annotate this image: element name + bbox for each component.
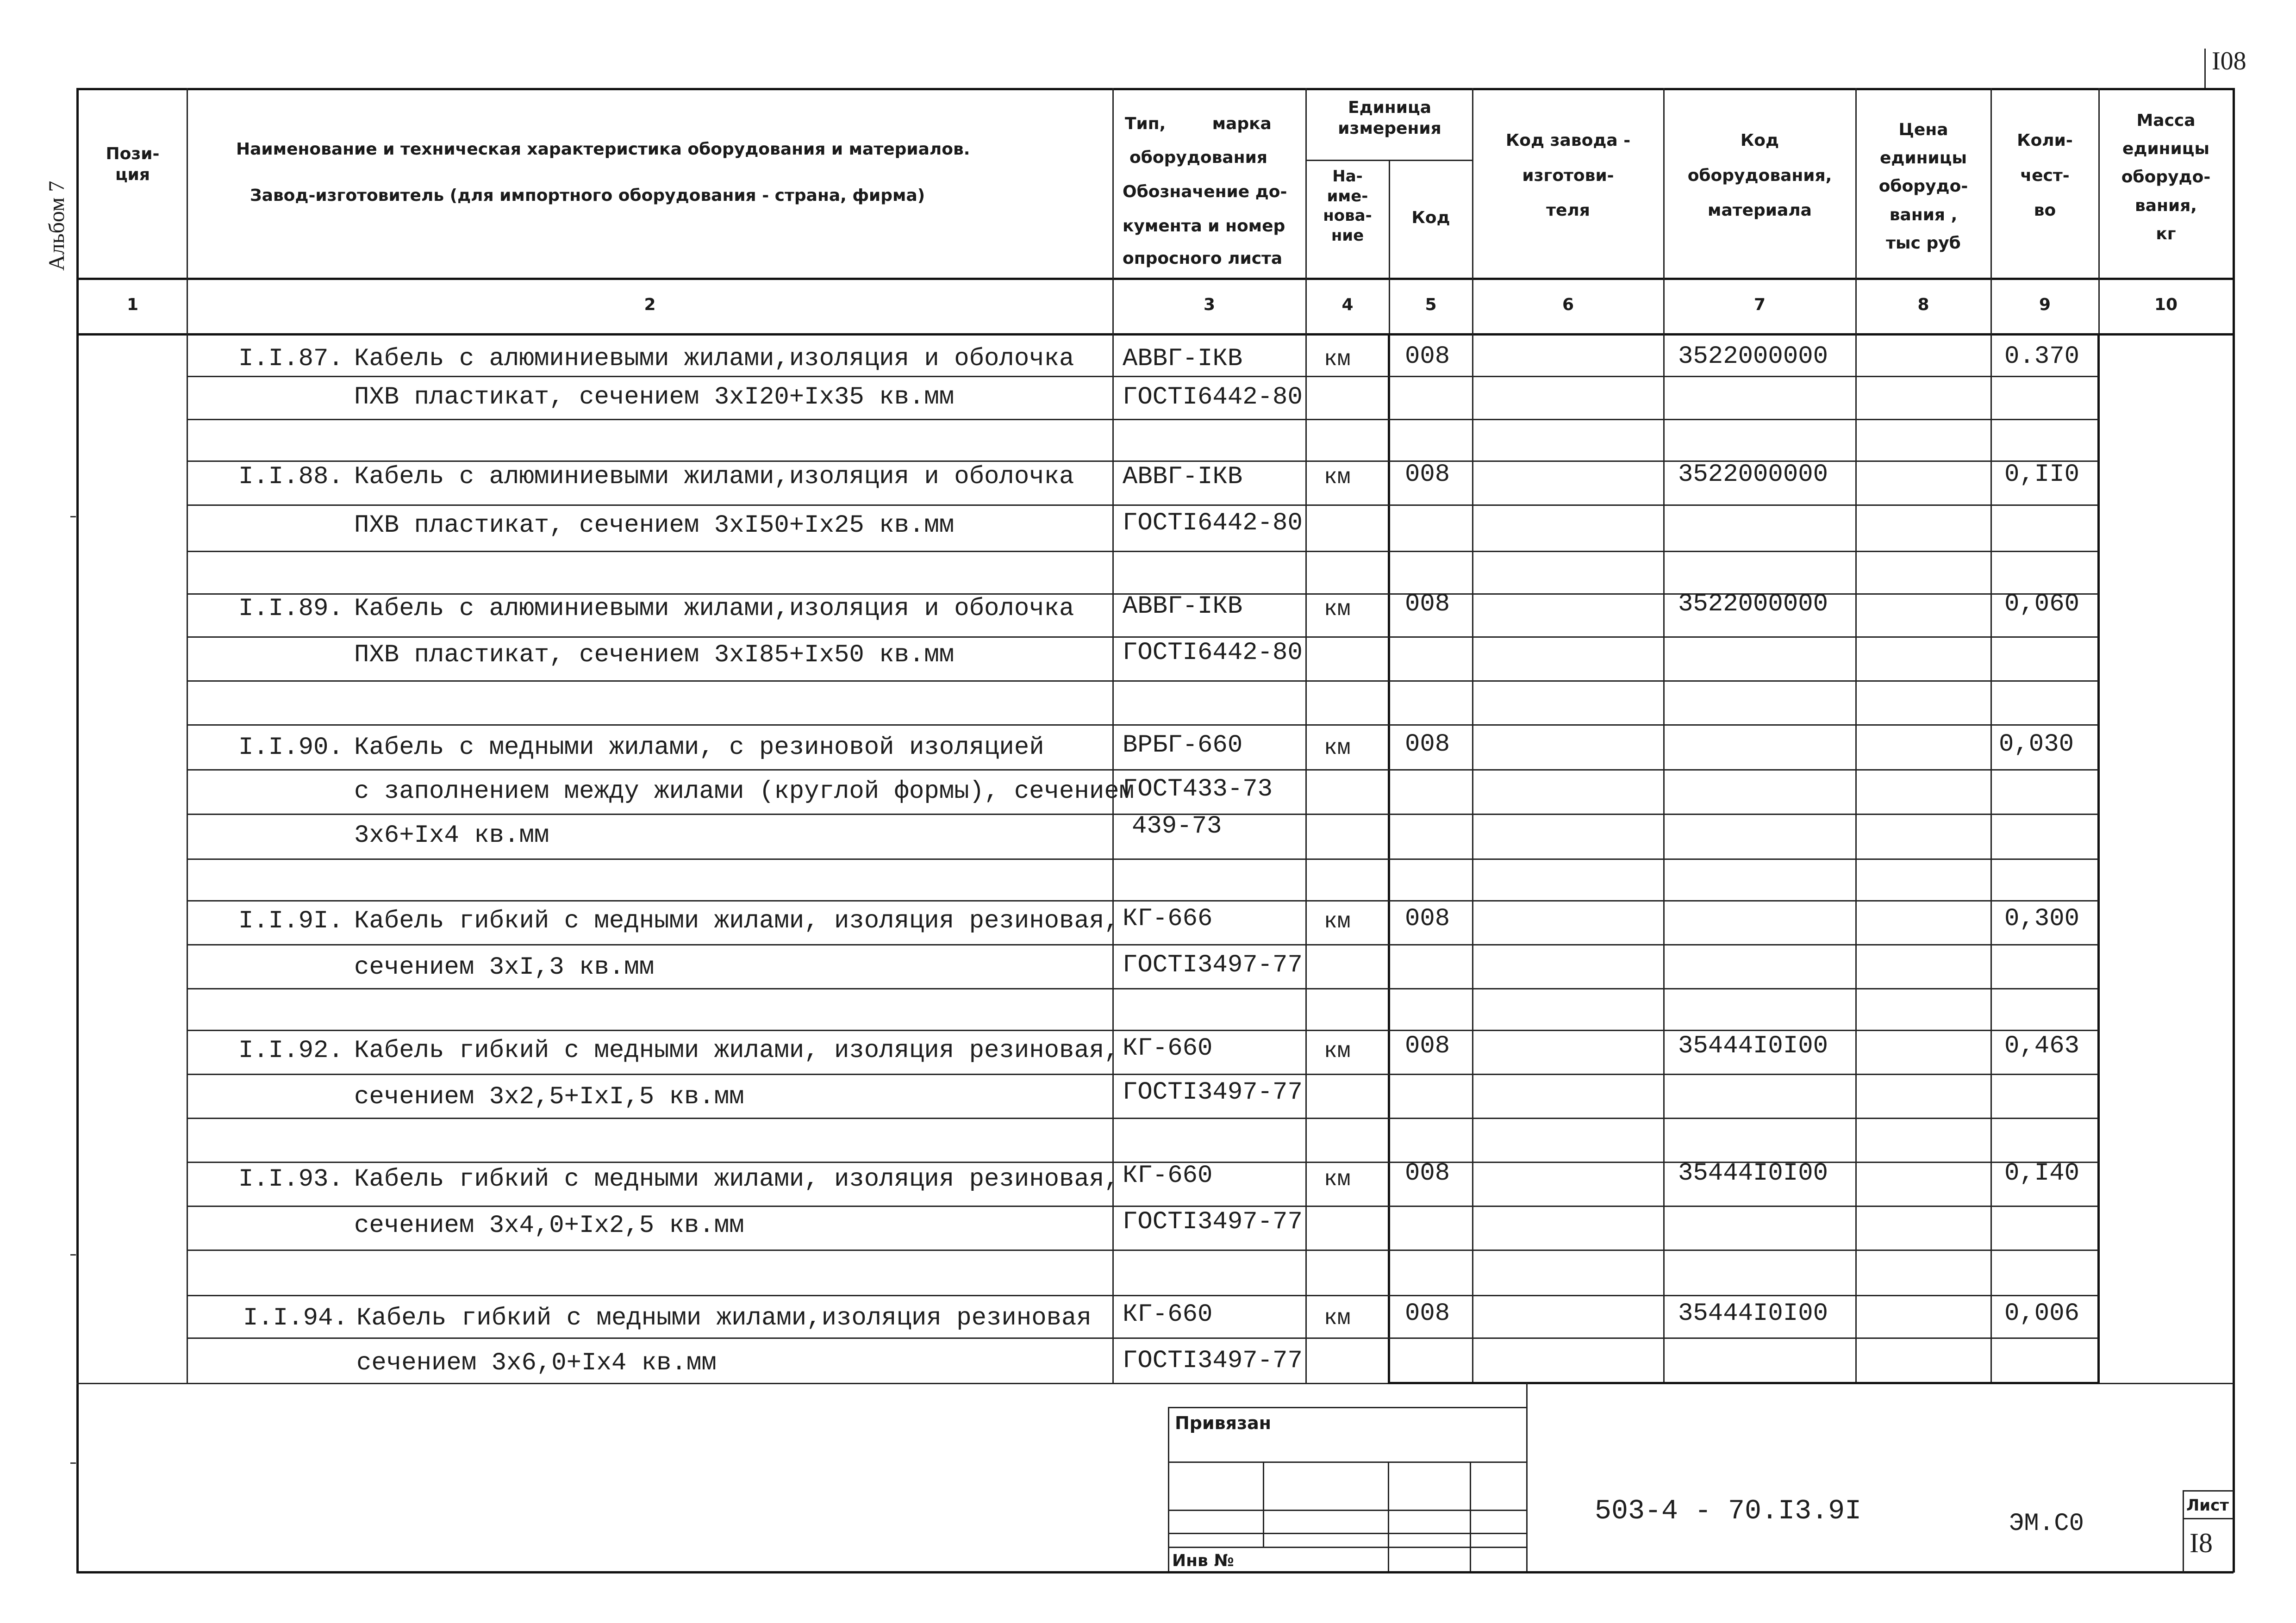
stamp-privyazan: Привязан [1175,1413,1272,1433]
item-unit: км [1324,347,1351,372]
page-number-mark [2204,49,2206,88]
col-number: 8 [1917,295,1929,314]
item-quantity: 0,300 [2004,905,2080,933]
col-header-type-line2: оборудования [1129,148,1267,167]
col-header-type-line1: Тип, марка [1125,114,1272,133]
margin-tick [70,516,76,517]
item-description: с заполнением между жилами (круглой формы), сечением [354,777,1135,806]
item-description: сечением 3х6,0+Iх4 кв.мм [356,1349,717,1377]
item-unit-code: 008 [1405,730,1450,759]
page-number: I08 [2212,47,2246,75]
item-type: АВВГ-IКВ [1123,592,1243,621]
col-number: 4 [1341,295,1354,314]
item-standard: ГОСТI3497-77 [1123,951,1303,979]
item-description: Кабель гибкий с медными жилами, изоляция резиновая, [354,1165,1119,1194]
item-position: I.I.94. [243,1304,348,1332]
col-number: 9 [2039,295,2051,314]
item-position: I.I.9I. [238,907,343,935]
item-description: Кабель гибкий с медными жилами, изоляция резиновая, [354,1037,1119,1065]
item-material-code: 3522000000 [1678,342,1828,371]
item-type: ВРБГ-660 [1123,731,1243,759]
col-number: 10 [2154,295,2178,314]
item-description: сечением 3х4,0+Iх2,5 кв.мм [354,1212,744,1240]
item-unit-code: 008 [1405,1159,1450,1188]
col-number: 2 [644,295,656,314]
item-standard: ГОСТI6442-80 [1123,383,1303,411]
col-header-material-code: Код оборудования, материала [1687,131,1832,220]
item-description: Кабель с алюминиевыми жилами,изоляция и оболочка [354,345,1074,373]
col-number: 6 [1562,295,1574,314]
item-type: КГ-660 [1123,1162,1213,1190]
col-number: 5 [1425,295,1437,314]
item-type: КГ-660 [1123,1300,1213,1329]
margin-tick [70,1254,76,1256]
item-position: I.I.88. [238,463,343,491]
sheet-number: I8 [2190,1528,2213,1558]
item-unit-code: 008 [1405,590,1450,618]
item-material-code: 35444I0I00 [1678,1032,1828,1060]
item-unit: км [1324,909,1351,934]
item-description: сечением 3хI,3 кв.мм [354,953,655,982]
stamp-inventory-no: Инв № [1172,1551,1234,1570]
side-label: Альбом 7 [44,180,69,271]
item-position: I.I.92. [238,1037,343,1065]
sheet-label: Лист [2186,1496,2229,1515]
item-description: ПХВ пластикат, сечением 3хI20+Iх35 кв.мм [354,383,955,411]
item-position: I.I.87. [238,345,343,373]
col-number: 1 [126,295,139,314]
item-standard: ГОСТI6442-80 [1123,639,1303,667]
item-description: сечением 3х2,5+IхI,5 кв.мм [354,1083,744,1111]
col-header-type-line3: Обозначение до- [1123,182,1287,201]
col-header-unit-code: Код [1411,208,1450,227]
item-type: АВВГ-IКВ [1123,463,1243,491]
item-type: КГ-666 [1123,905,1213,933]
document-section: ЭМ.С0 [2009,1510,2084,1538]
item-quantity: 0,030 [1999,730,2074,759]
margin-tick [70,1462,76,1464]
item-description: Кабель с медными жилами, с резиновой изоляцией [354,734,1044,762]
col-header-unit-name: На- име- нова- ние [1323,167,1372,245]
item-unit-code: 008 [1405,342,1450,371]
item-unit: км [1324,597,1351,622]
col-header-name-line1: Наименование и техническая характеристика оборудования и материалов. [236,140,970,159]
col-header-name-line2: Завод-изготовитель (для импортного оборудования - страна, фирма) [250,186,925,205]
col-header-mass: Масса единицы оборудо- вания, кг [2121,111,2211,243]
item-description: Кабель с алюминиевыми жилами,изоляция и оболочка [354,595,1074,623]
item-standard: ГОСТI3497-77 [1123,1208,1303,1236]
item-unit-code: 008 [1405,460,1450,489]
item-material-code: 3522000000 [1678,590,1828,618]
col-header-unit: Единица измерения [1338,98,1441,138]
item-description: 3х6+Iх4 кв.мм [354,821,549,850]
item-material-code: 35444I0I00 [1678,1159,1828,1188]
col-number: 3 [1203,295,1216,314]
item-position: I.I.90. [238,734,343,762]
item-type: АВВГ-IКВ [1123,345,1243,373]
item-standard: ГОСТI3497-77 [1123,1078,1303,1107]
item-description: ПХВ пластикат, сечением 3хI50+Iх25 кв.мм [354,511,955,540]
item-unit-code: 008 [1405,905,1450,933]
document-code: 503-4 - 70.I3.9I [1595,1496,1862,1527]
item-description: ПХВ пластикат, сечением 3хI85+Iх50 кв.мм [354,641,955,669]
col-header-type-line5: опросного листа [1123,249,1283,268]
item-quantity: 0,I40 [2004,1159,2080,1188]
item-unit: км [1324,1039,1351,1064]
item-material-code: 3522000000 [1678,460,1828,489]
item-type: КГ-660 [1123,1034,1213,1063]
col-header-position: Пози- ция [106,144,160,184]
item-description: Кабель гибкий с медными жилами,изоляция резиновая [356,1304,1092,1332]
item-quantity: 0,463 [2004,1032,2080,1060]
item-position: I.I.89. [238,595,343,623]
item-quantity: 0,II0 [2004,460,2080,489]
item-description: Кабель с алюминиевыми жилами,изоляция и оболочка [354,463,1074,491]
item-unit: км [1324,736,1351,761]
item-unit-code: 008 [1405,1300,1450,1328]
item-quantity: 0,006 [2004,1300,2080,1328]
item-material-code: 35444I0I00 [1678,1300,1828,1328]
col-header-price: Цена единицы оборудо- вания , тыс руб [1878,120,1968,253]
item-unit: км [1324,1306,1351,1331]
item-standard: ГОСТ433-73 [1123,775,1273,803]
item-standard: ГОСТI6442-80 [1123,509,1303,537]
col-header-quantity: Коли- чест- во [2017,131,2073,220]
item-quantity: 0,060 [2004,590,2080,618]
item-standard: 439-73 [1132,812,1222,840]
item-unit: км [1324,465,1351,490]
item-unit-code: 008 [1405,1032,1450,1060]
item-standard: ГОСТI3497-77 [1123,1347,1303,1375]
item-description: Кабель гибкий с медными жилами, изоляция резиновая, [354,907,1119,935]
item-position: I.I.93. [238,1165,343,1194]
item-unit: км [1324,1167,1351,1192]
col-number: 7 [1753,295,1766,314]
col-header-factory-code: Код завода - изготови- теля [1505,131,1631,220]
col-header-type-line4: кумента и номер [1123,217,1285,236]
item-quantity: 0.370 [2004,342,2080,371]
